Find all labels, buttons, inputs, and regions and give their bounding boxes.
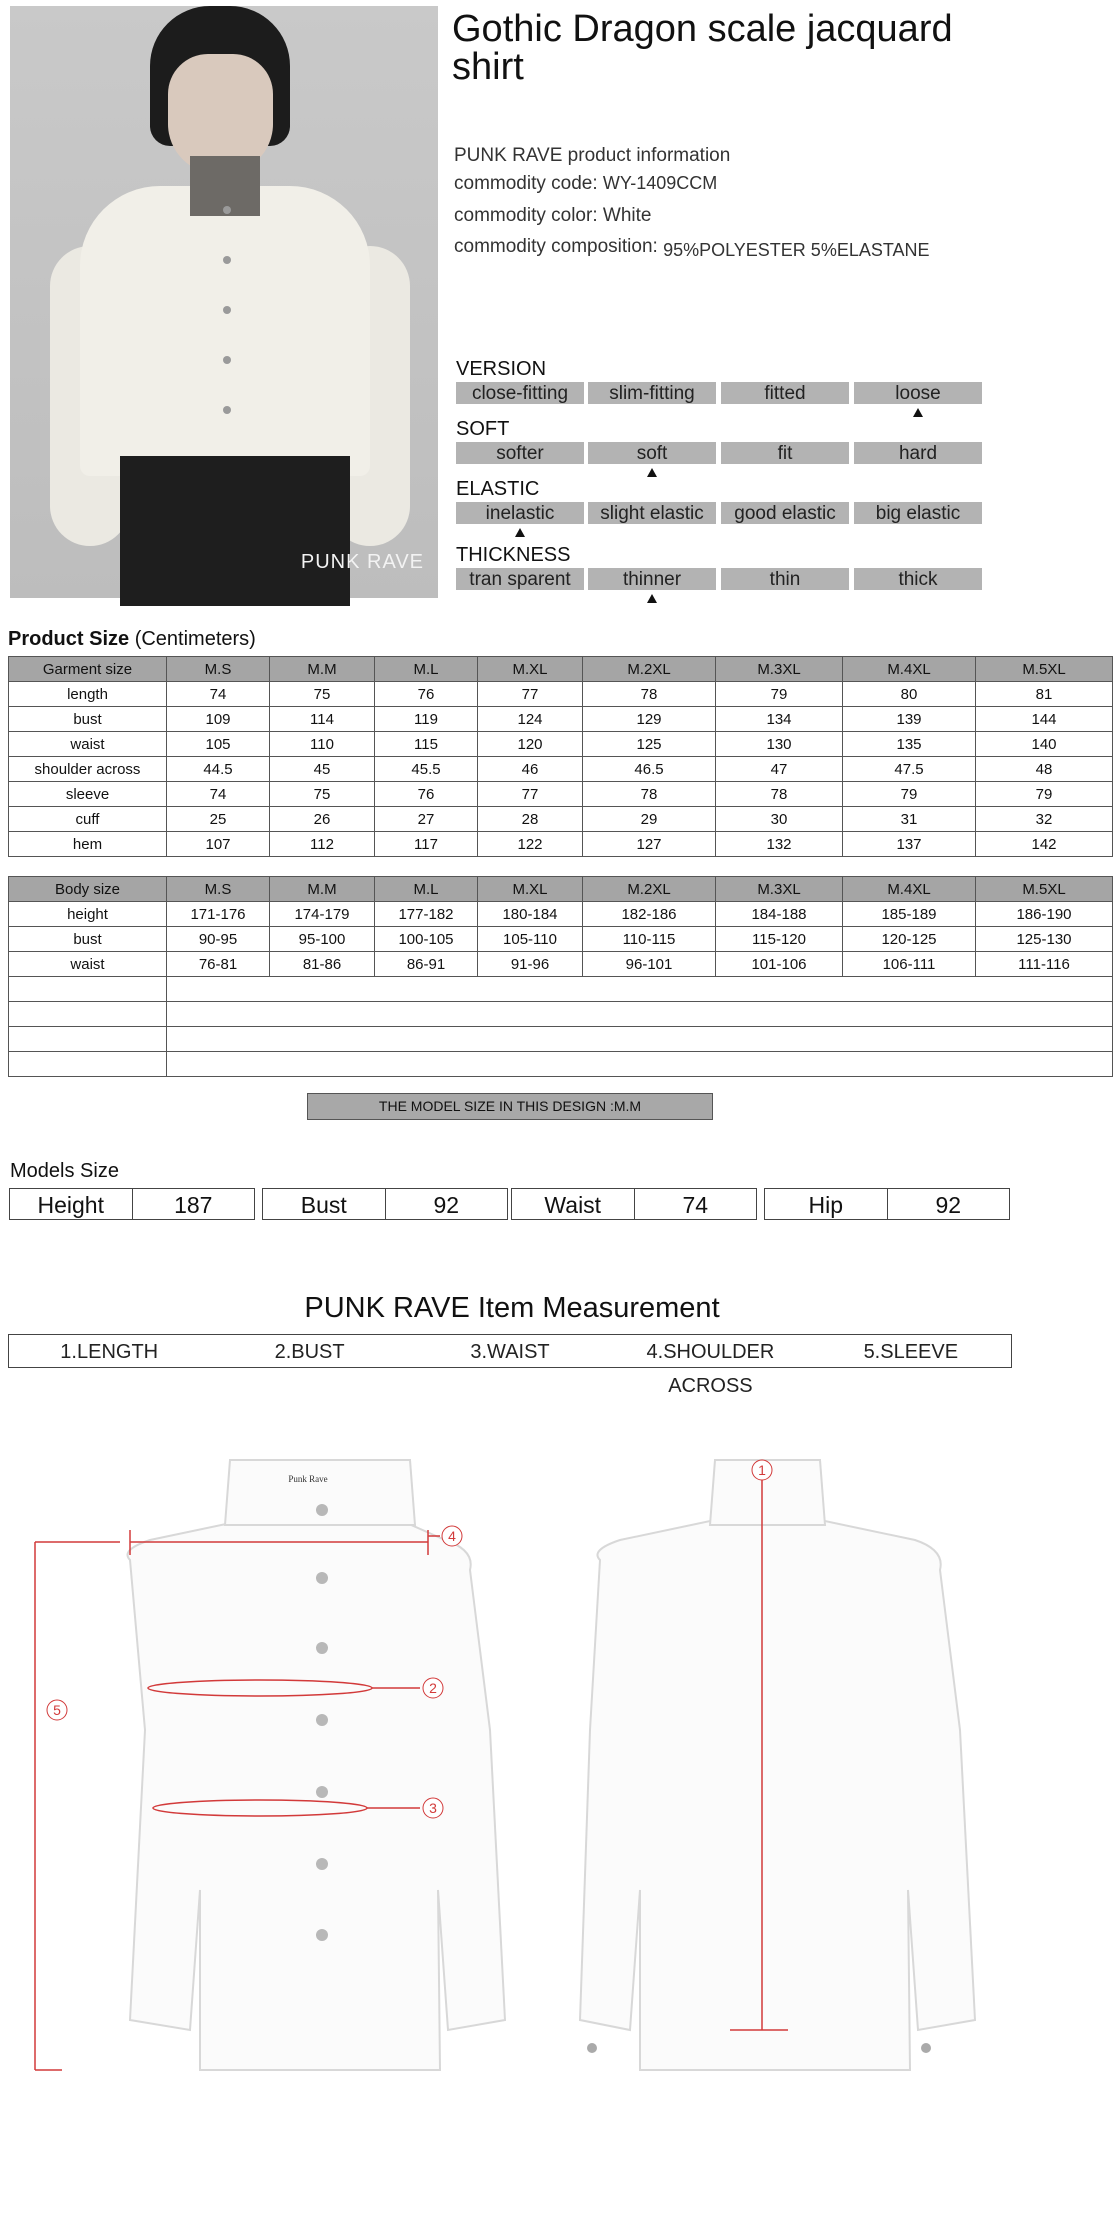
table-header-row (9, 657, 1113, 682)
empty-row (9, 977, 1113, 1002)
product-photo (10, 6, 438, 598)
table-row (9, 732, 1113, 757)
table-cell: 101-106 (716, 952, 843, 977)
empty-row (9, 1027, 1113, 1052)
table-cell: 91-96 (478, 952, 583, 977)
header-cell: M.5XL (976, 877, 1113, 902)
models-size-title: Models Size (10, 1160, 119, 1182)
composition-row (454, 236, 930, 258)
header-cell: M.XL (478, 877, 583, 902)
table-cell: 130 (716, 732, 843, 757)
model-measure-label: Hip (765, 1189, 888, 1219)
table-cell: 111-116 (976, 952, 1113, 977)
header-cell: M.4XL (843, 877, 976, 902)
code-row (454, 173, 717, 195)
table-row (9, 782, 1113, 807)
table-cell: length (9, 682, 167, 707)
measurement-legend (8, 1334, 1012, 1397)
scale-option: close-fitting (456, 382, 584, 404)
measurement-item: 4.SHOULDER ACROSS (646, 1341, 775, 1397)
scale-option: thick (854, 568, 982, 590)
table-cell: 45.5 (375, 757, 478, 782)
scale-option: slight elastic (588, 502, 716, 524)
scale-label-soft: SOFT (456, 418, 510, 440)
table-cell: 117 (375, 832, 478, 857)
product-size-heading: Product Size (8, 628, 130, 650)
table-cell: hem (9, 832, 167, 857)
table-cell: 75 (270, 782, 375, 807)
table-cell: 45 (270, 757, 375, 782)
table-cell: 171-176 (167, 902, 270, 927)
header-cell: M.S (167, 877, 270, 902)
scale-option: good elastic (721, 502, 849, 524)
table-cell: 29 (583, 807, 716, 832)
scale-option: soft (588, 442, 716, 464)
table-cell: 81-86 (270, 952, 375, 977)
scale-marker-icon (515, 528, 525, 537)
header-cell: M.2XL (583, 657, 716, 682)
model-size-note: THE MODEL SIZE IN THIS DESIGN :M.M (307, 1093, 713, 1120)
model-measure-bust (262, 1188, 508, 1220)
composition-value: 95%POLYESTER 5%ELASTANE (663, 240, 930, 260)
color-row (454, 205, 651, 227)
header-cell: M.S (167, 657, 270, 682)
table-cell: 79 (976, 782, 1113, 807)
scale-option: fit (721, 442, 849, 464)
table-cell: 177-182 (375, 902, 478, 927)
scale-option: fitted (721, 382, 849, 404)
table-cell: 78 (583, 782, 716, 807)
front-shirt-drawing (128, 1460, 506, 2070)
table-cell: 28 (478, 807, 583, 832)
table-cell: 120-125 (843, 927, 976, 952)
scale-option: softer (456, 442, 584, 464)
table-cell: 47.5 (843, 757, 976, 782)
table-row (9, 807, 1113, 832)
product-title: Gothic Dragon scale jacquard shirt (452, 8, 953, 88)
table-cell: 76 (375, 782, 478, 807)
table-cell: 120 (478, 732, 583, 757)
table-cell: 74 (167, 782, 270, 807)
body-size-table (8, 876, 1113, 1077)
table-cell: 76-81 (167, 952, 270, 977)
table-cell: 144 (976, 707, 1113, 732)
table-cell: 105 (167, 732, 270, 757)
model-measure-label: Bust (263, 1189, 386, 1219)
table-cell: sleeve (9, 782, 167, 807)
table-cell: 127 (583, 832, 716, 857)
model-measure-hip (764, 1188, 1010, 1220)
color-label: commodity color: (454, 205, 598, 226)
scale-marker-icon (913, 408, 923, 417)
model-measure-value: 187 (174, 1192, 213, 1218)
table-cell: 77 (478, 682, 583, 707)
label-tag: Punk Rave (288, 1474, 328, 1484)
table-cell: bust (9, 707, 167, 732)
table-cell: 86-91 (375, 952, 478, 977)
product-size-title (8, 628, 256, 651)
table-cell: 115 (375, 732, 478, 757)
scale-option: loose (854, 382, 982, 404)
table-cell: 107 (167, 832, 270, 857)
marker-4: 4 (448, 1528, 456, 1544)
table-cell: 135 (843, 732, 976, 757)
table-cell: 132 (716, 832, 843, 857)
table-cell: 75 (270, 682, 375, 707)
table-cell: 139 (843, 707, 976, 732)
table-row (9, 952, 1113, 977)
table-cell: 140 (976, 732, 1113, 757)
table-cell: 95-100 (270, 927, 375, 952)
header-cell: Garment size (9, 657, 167, 682)
table-cell: 129 (583, 707, 716, 732)
back-shirt-drawing (580, 1460, 975, 2070)
header-cell: M.5XL (976, 657, 1113, 682)
header-cell: M.2XL (583, 877, 716, 902)
empty-row (9, 1002, 1113, 1027)
empty-row (9, 1052, 1113, 1077)
table-cell: 26 (270, 807, 375, 832)
table-cell: 180-184 (478, 902, 583, 927)
table-cell: waist (9, 952, 167, 977)
table-cell: 46.5 (583, 757, 716, 782)
table-cell: 125-130 (976, 927, 1113, 952)
header-cell: M.M (270, 657, 375, 682)
table-cell: 142 (976, 832, 1113, 857)
table-cell: 110-115 (583, 927, 716, 952)
table-row (9, 707, 1113, 732)
table-cell: 106-111 (843, 952, 976, 977)
table-cell: 182-186 (583, 902, 716, 927)
header-cell: M.M (270, 877, 375, 902)
scale-option: big elastic (854, 502, 982, 524)
marker-1: 1 (758, 1462, 766, 1478)
scale-label-elastic: ELASTIC (456, 478, 540, 500)
table-cell: 76 (375, 682, 478, 707)
table-cell: 80 (843, 682, 976, 707)
table-cell: 48 (976, 757, 1113, 782)
table-cell: 44.5 (167, 757, 270, 782)
table-cell: 109 (167, 707, 270, 732)
color-value: White (602, 205, 652, 226)
header-cell: Body size (9, 877, 167, 902)
table-cell: height (9, 902, 167, 927)
scale-option: tran sparent (456, 568, 584, 590)
table-cell: 185-189 (843, 902, 976, 927)
table-row (9, 757, 1113, 782)
table-cell: 186-190 (976, 902, 1113, 927)
scale-marker-icon (647, 468, 657, 477)
table-cell: 79 (716, 682, 843, 707)
scale-option: hard (854, 442, 982, 464)
table-cell: 31 (843, 807, 976, 832)
table-row (9, 682, 1113, 707)
model-measure-waist (511, 1188, 757, 1220)
model-measure-height (9, 1188, 255, 1220)
table-cell: 112 (270, 832, 375, 857)
code-value: WY-1409CCM (602, 173, 718, 193)
composition-label: commodity composition: (454, 236, 658, 257)
table-cell: 81 (976, 682, 1113, 707)
marker-3: 3 (429, 1800, 437, 1816)
table-cell: 174-179 (270, 902, 375, 927)
scale-option: thin (721, 568, 849, 590)
info-heading: PUNK RAVE product information (454, 145, 731, 166)
table-row (9, 927, 1113, 952)
scale-label-version: VERSION (456, 358, 547, 380)
table-cell: 32 (976, 807, 1113, 832)
table-cell: 115-120 (716, 927, 843, 952)
model-measure-value: 92 (935, 1192, 962, 1218)
table-cell: 105-110 (478, 927, 583, 952)
table-cell: 114 (270, 707, 375, 732)
table-cell: 74 (167, 682, 270, 707)
table-cell: 47 (716, 757, 843, 782)
table-cell: 46 (478, 757, 583, 782)
model-measure-value: 92 (433, 1192, 460, 1218)
table-cell: 125 (583, 732, 716, 757)
table-cell: 78 (716, 782, 843, 807)
table-cell: 96-101 (583, 952, 716, 977)
table-cell: 119 (375, 707, 478, 732)
product-size-table (8, 656, 1113, 857)
table-cell: waist (9, 732, 167, 757)
table-cell: 79 (843, 782, 976, 807)
header-cell: M.L (375, 877, 478, 902)
table-cell: 137 (843, 832, 976, 857)
measurement-item: 5.SLEEVE (863, 1341, 959, 1363)
model-measure-label: Height (10, 1189, 133, 1219)
table-cell: 90-95 (167, 927, 270, 952)
table-cell: 77 (478, 782, 583, 807)
photo-watermark: PUNK RAVE (300, 551, 424, 573)
header-cell: M.4XL (843, 657, 976, 682)
model-measure-label: Waist (512, 1189, 635, 1219)
scale-marker-icon (647, 594, 657, 603)
table-cell: cuff (9, 807, 167, 832)
measurement-title: PUNK RAVE Item Measurement (304, 1292, 720, 1324)
table-cell: 27 (375, 807, 478, 832)
table-row (9, 902, 1113, 927)
table-cell: 184-188 (716, 902, 843, 927)
table-cell: bust (9, 927, 167, 952)
cuff-button-left-icon (587, 2043, 597, 2053)
header-cell: M.3XL (716, 657, 843, 682)
measurement-diagram (0, 1430, 1024, 2130)
model-measure-value: 74 (682, 1192, 709, 1218)
table-cell: shoulder across (9, 757, 167, 782)
scale-option: thinner (588, 568, 716, 590)
table-cell: 110 (270, 732, 375, 757)
measurement-item: 1.LENGTH (60, 1341, 159, 1363)
table-cell: 100-105 (375, 927, 478, 952)
table-cell: 30 (716, 807, 843, 832)
table-cell: 124 (478, 707, 583, 732)
marker-5: 5 (53, 1702, 61, 1718)
cuff-button-right-icon (921, 2043, 931, 2053)
table-row (9, 832, 1113, 857)
table-cell: 78 (583, 682, 716, 707)
code-label: commodity code: (454, 173, 598, 194)
scale-option: inelastic (456, 502, 584, 524)
header-cell: M.3XL (716, 877, 843, 902)
measurement-item: 3.WAIST (470, 1341, 550, 1363)
measurement-item: 2.BUST (274, 1341, 345, 1363)
scale-option: slim-fitting (588, 382, 716, 404)
product-size-unit: (Centimeters) (134, 628, 256, 650)
table-cell: 25 (167, 807, 270, 832)
header-cell: M.L (375, 657, 478, 682)
marker-2: 2 (429, 1680, 437, 1696)
header-cell: M.XL (478, 657, 583, 682)
scale-label-thickness: THICKNESS (456, 544, 571, 566)
table-cell: 122 (478, 832, 583, 857)
table-header-row (9, 877, 1113, 902)
table-cell: 134 (716, 707, 843, 732)
